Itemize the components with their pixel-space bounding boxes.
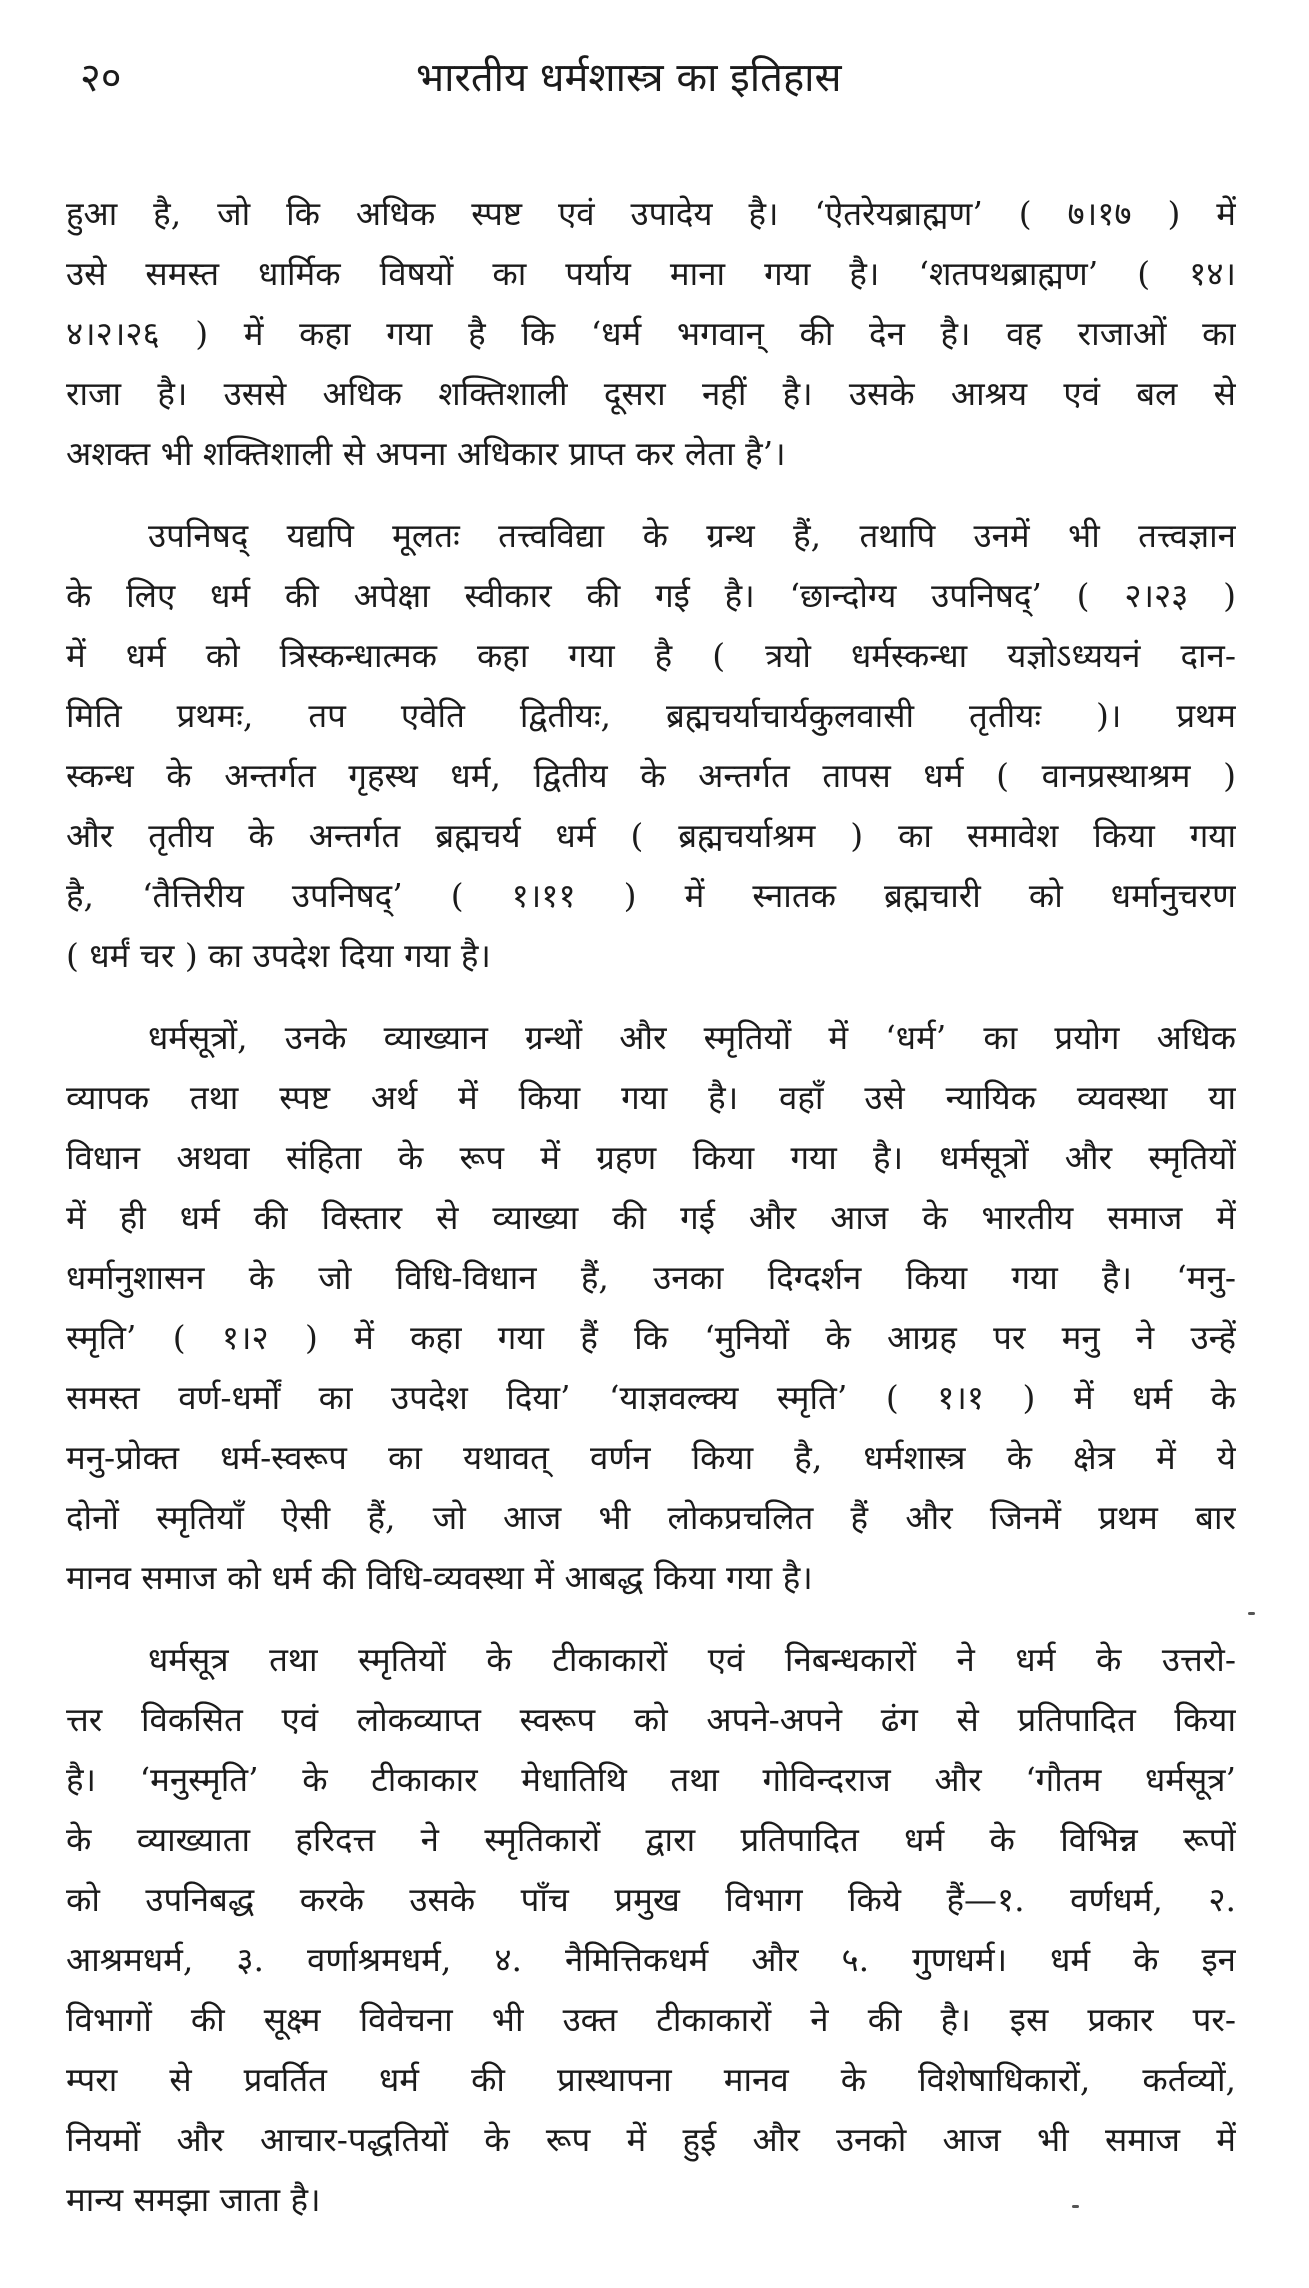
text-line: है। ‘मनुस्मृति’ के टीकाकार मेधातिथि तथा गोविन्दराज और ‘गौतम धर्मसूत्र’ xyxy=(66,1760,1236,1799)
text-line: में ही धर्म की विस्तार से व्याख्या की गई और आज के भारतीय समाज में xyxy=(66,1198,1236,1237)
paragraph-3 xyxy=(66,1008,1236,1608)
text-line: में धर्म को त्रिस्कन्धात्मक कहा गया है ( त्रयो धर्मस्कन्धा यज्ञोऽध्ययनं दान- xyxy=(66,636,1236,675)
text-line: व्यापक तथा स्पष्ट अर्थ में किया गया है। वहाँ उसे न्यायिक व्यवस्था या xyxy=(66,1078,1236,1117)
text-line: त्तर विकसित एवं लोकव्याप्त स्वरूप को अपने-अपने ढंग से प्रतिपादित किया xyxy=(66,1700,1236,1739)
running-title: भारतीय धर्मशास्त्र का इतिहास xyxy=(416,55,842,101)
paragraph-2 xyxy=(66,506,1236,986)
text-line: आश्रमधर्म, ३. वर्णाश्रमधर्म, ४. नैमित्तिकधर्म और ५. गुणधर्म। धर्म के इन xyxy=(66,1940,1236,1979)
text-line: नियमों और आचार-पद्धतियों के रूप में हुई और उनको आज भी समाज में xyxy=(66,2120,1236,2159)
text-line: मान्य समझा जाता है। xyxy=(66,2180,321,2219)
text-line: अशक्त भी शक्तिशाली से अपना अधिकार प्राप्त कर लेता है’। xyxy=(66,434,786,473)
body-text xyxy=(66,184,1236,2230)
book-page xyxy=(66,40,1236,2260)
text-line: और तृतीय के अन्तर्गत ब्रह्मचर्य धर्म ( ब्रह्मचर्याश्रम ) का समावेश किया गया xyxy=(66,816,1236,855)
text-line: है, ‘तैत्तिरीय उपनिषद्’ ( १।११ ) में स्नातक ब्रह्मचारी को धर्मानुचरण xyxy=(66,876,1236,915)
text-line: स्मृति’ ( १।२ ) में कहा गया हैं कि ‘मुनियों के आग्रह पर मनु ने उन्हें xyxy=(66,1318,1236,1357)
paragraph-1 xyxy=(66,184,1236,484)
text-line: धर्मसूत्रों, उनके व्याख्यान ग्रन्थों और स्मृतियों में ‘धर्म’ का प्रयोग अधिक xyxy=(148,1018,1236,1057)
text-line: उसे समस्त धार्मिक विषयों का पर्याय माना गया है। ‘शतपथब्राह्मण’ ( १४। xyxy=(66,254,1236,293)
page-number: २० xyxy=(80,55,122,101)
paragraph-4 xyxy=(66,1630,1236,2230)
text-line: समस्त वर्ण-धर्मों का उपदेश दिया’ ‘याज्ञवल्क्य स्मृति’ ( १।१ ) में धर्म के xyxy=(66,1378,1236,1417)
text-line: को उपनिबद्ध करके उसके पाँच प्रमुख विभाग किये हैं—१. वर्णधर्म, २. xyxy=(66,1880,1236,1919)
text-line: के व्याख्याता हरिदत्त ने स्मृतिकारों द्वारा प्रतिपादित धर्म के विभिन्न रूपों xyxy=(66,1820,1236,1859)
text-line: दोनों स्मृतियाँ ऐसी हैं, जो आज भी लोकप्रचलित हैं और जिनमें प्रथम बार xyxy=(66,1498,1236,1537)
text-line: स्कन्ध के अन्तर्गत गृहस्थ धर्म, द्वितीय के अन्तर्गत तापस धर्म ( वानप्रस्थाश्रम ) xyxy=(66,756,1236,795)
text-line: मनु-प्रोक्त धर्म-स्वरूप का यथावत् वर्णन किया है, धर्मशास्त्र के क्षेत्र में ये xyxy=(66,1438,1236,1477)
scan-speck xyxy=(1072,2205,1079,2208)
text-line: उपनिषद् यद्यपि मूलतः तत्त्वविद्या के ग्रन्थ हैं, तथापि उनमें भी तत्त्वज्ञान xyxy=(148,516,1236,555)
text-line: विभागों की सूक्ष्म विवेचना भी उक्त टीकाकारों ने की है। इस प्रकार पर- xyxy=(66,2000,1236,2039)
page-header xyxy=(66,40,1236,126)
text-line: म्परा से प्रवर्तित धर्म की प्रास्थापना मानव के विशेषाधिकारों, कर्तव्यों, xyxy=(66,2060,1236,2099)
text-line: मानव समाज को धर्म की विधि-व्यवस्था में आबद्ध किया गया है। xyxy=(66,1558,813,1597)
scan-speck xyxy=(1248,1612,1255,1615)
text-line: धर्मानुशासन के जो विधि-विधान हैं, उनका दिग्दर्शन किया गया है। ‘मनु- xyxy=(66,1258,1236,1297)
text-line: धर्मसूत्र तथा स्मृतियों के टीकाकारों एवं निबन्धकारों ने धर्म के उत्तरो- xyxy=(148,1640,1236,1679)
text-line: मिति प्रथमः, तप एवेति द्वितीयः, ब्रह्मचर्याचार्यकुलवासी तृतीयः )। प्रथम xyxy=(66,696,1236,735)
text-line: विधान अथवा संहिता के रूप में ग्रहण किया गया है। धर्मसूत्रों और स्मृतियों xyxy=(66,1138,1236,1177)
text-line: ( धर्मं चर ) का उपदेश दिया गया है। xyxy=(66,936,491,975)
text-line: राजा है। उससे अधिक शक्तिशाली दूसरा नहीं है। उसके आश्रय एवं बल से xyxy=(66,374,1236,413)
text-line: ४।२।२६ ) में कहा गया है कि ‘धर्म भगवान् की देन है। वह राजाओं का xyxy=(66,314,1236,353)
text-line: हुआ है, जो कि अधिक स्पष्ट एवं उपादेय है। ‘ऐतरेयब्राह्मण’ ( ७।१७ ) में xyxy=(66,194,1236,233)
text-line: के लिए धर्म की अपेक्षा स्वीकार की गई है। ‘छान्दोग्य उपनिषद्’ ( २।२३ ) xyxy=(66,576,1236,615)
